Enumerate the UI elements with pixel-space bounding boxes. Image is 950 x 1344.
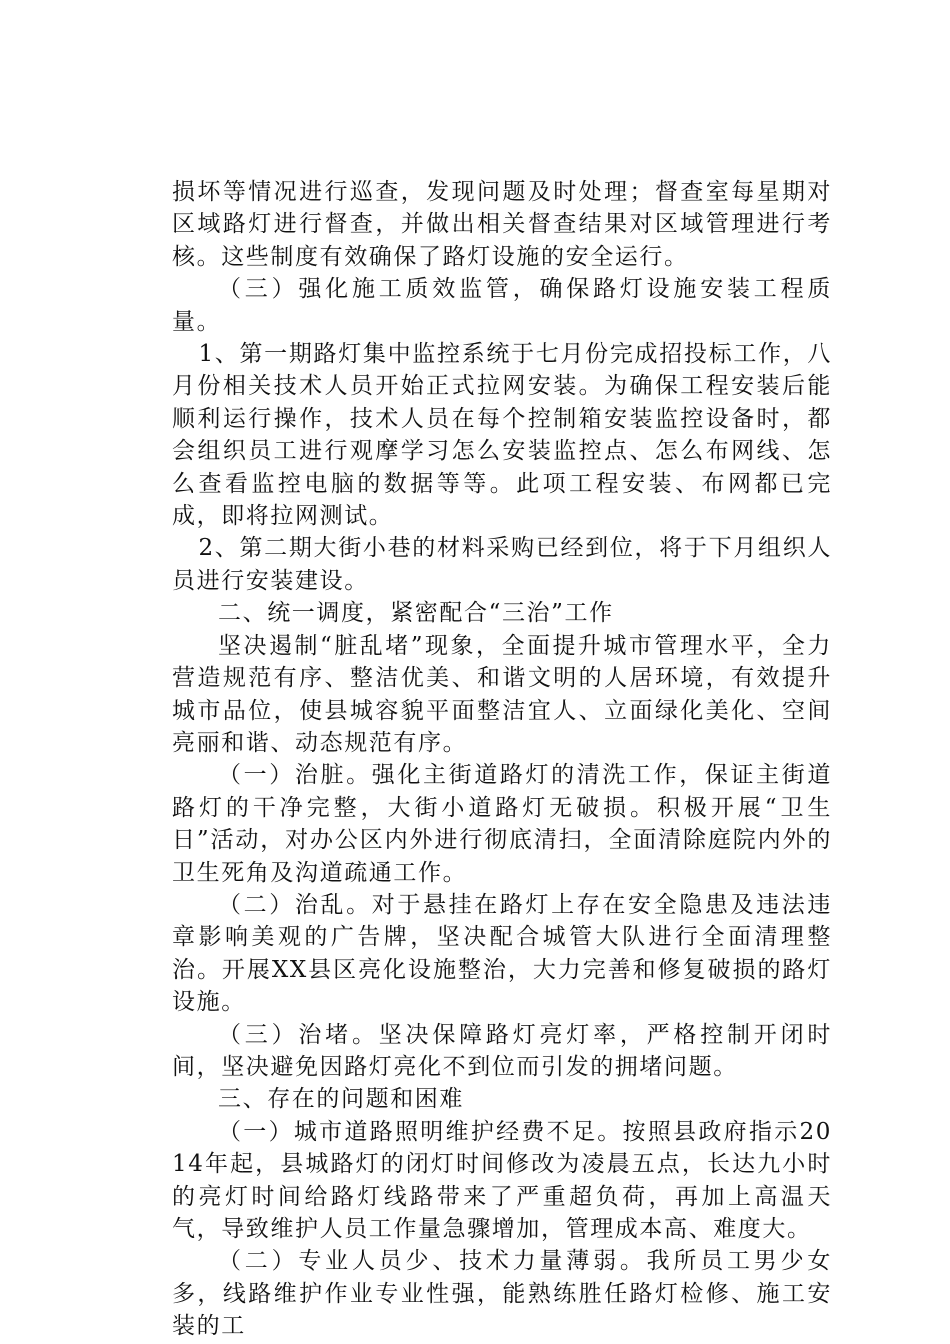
section-heading: 二、统一调度，紧密配合“三治”工作 — [218, 600, 614, 627]
body-paragraph: （一）城市道路照明维护经费不足。按照县政府指示2014年起，县城路灯的闭灯时间修改为凌晨五点，长达九小时的亮灯时间给路灯线路带来了严重超负荷，再加上高温天气，导致维护人员工作量急骤增加，管理成本高、难度大。 — [172, 1118, 832, 1242]
body-paragraph: 坚决遏制“脏乱堵”现象，全面提升城市管理水平，全力营造规范有序、整洁优美、和谐文明的人居环境，有效提升城市品位，使县城容貌平面整洁宜人、立面绿化美化、空间亮丽和谐、动态规范有序。 — [172, 632, 832, 756]
paragraph-continuation: 损坏等情况进行巡查，发现问题及时处理；督查室每星期对区域路灯进行督查，并做出相关督查结果对区域管理进行考核。这些制度有效确保了路灯设施的安全运行。 — [172, 179, 832, 270]
section-subheading: （三）强化施工质效监管，确保路灯设施安装工程质量。 — [172, 276, 832, 335]
document-body — [172, 176, 832, 1343]
numbered-paragraph: 2、第二期大街小巷的材料采购已经到位，将于下月组织人员进行安装建设。 — [172, 535, 832, 594]
numbered-paragraph: 1、第一期路灯集中监控系统于七月份完成招投标工作，八月份相关技术人员开始正式拉网安装。为确保工程安装后能顺利运行操作，技术人员在每个控制箱安装监控设备时，都会组织员工进行观摩学习怎么安装监控点、怎么布网线、怎么查看监控电脑的数据等等。此项工程安装、布网都已完成，即将拉网测试。 — [172, 341, 832, 530]
body-paragraph: （三）治堵。坚决保障路灯亮灯率，严格控制开闭时间，坚决避免因路灯亮化不到位而引发的拥堵问题。 — [172, 1021, 832, 1080]
section-heading: 三、存在的问题和困难 — [218, 1086, 464, 1113]
body-paragraph: （二）治乱。对于悬挂在路灯上存在安全隐患及违法违章影响美观的广告牌，坚决配合城管大队进行全面清理整治。开展XX县区亮化设施整治，大力完善和修复破损的路灯设施。 — [172, 891, 832, 1016]
body-paragraph: （一）治脏。强化主街道路灯的清洗工作，保证主街道路灯的干净完整，大街小道路灯无破损。积极开展“卫生日”活动，对办公区内外进行彻底清扫，全面清除庭院内外的卫生死角及沟道疏通工作。 — [172, 762, 832, 886]
body-paragraph: （二）专业人员少、技术力量薄弱。我所员工男少女多，线路维护作业专业性强，能熟练胜任路灯检修、施工安装的工 — [172, 1248, 832, 1340]
